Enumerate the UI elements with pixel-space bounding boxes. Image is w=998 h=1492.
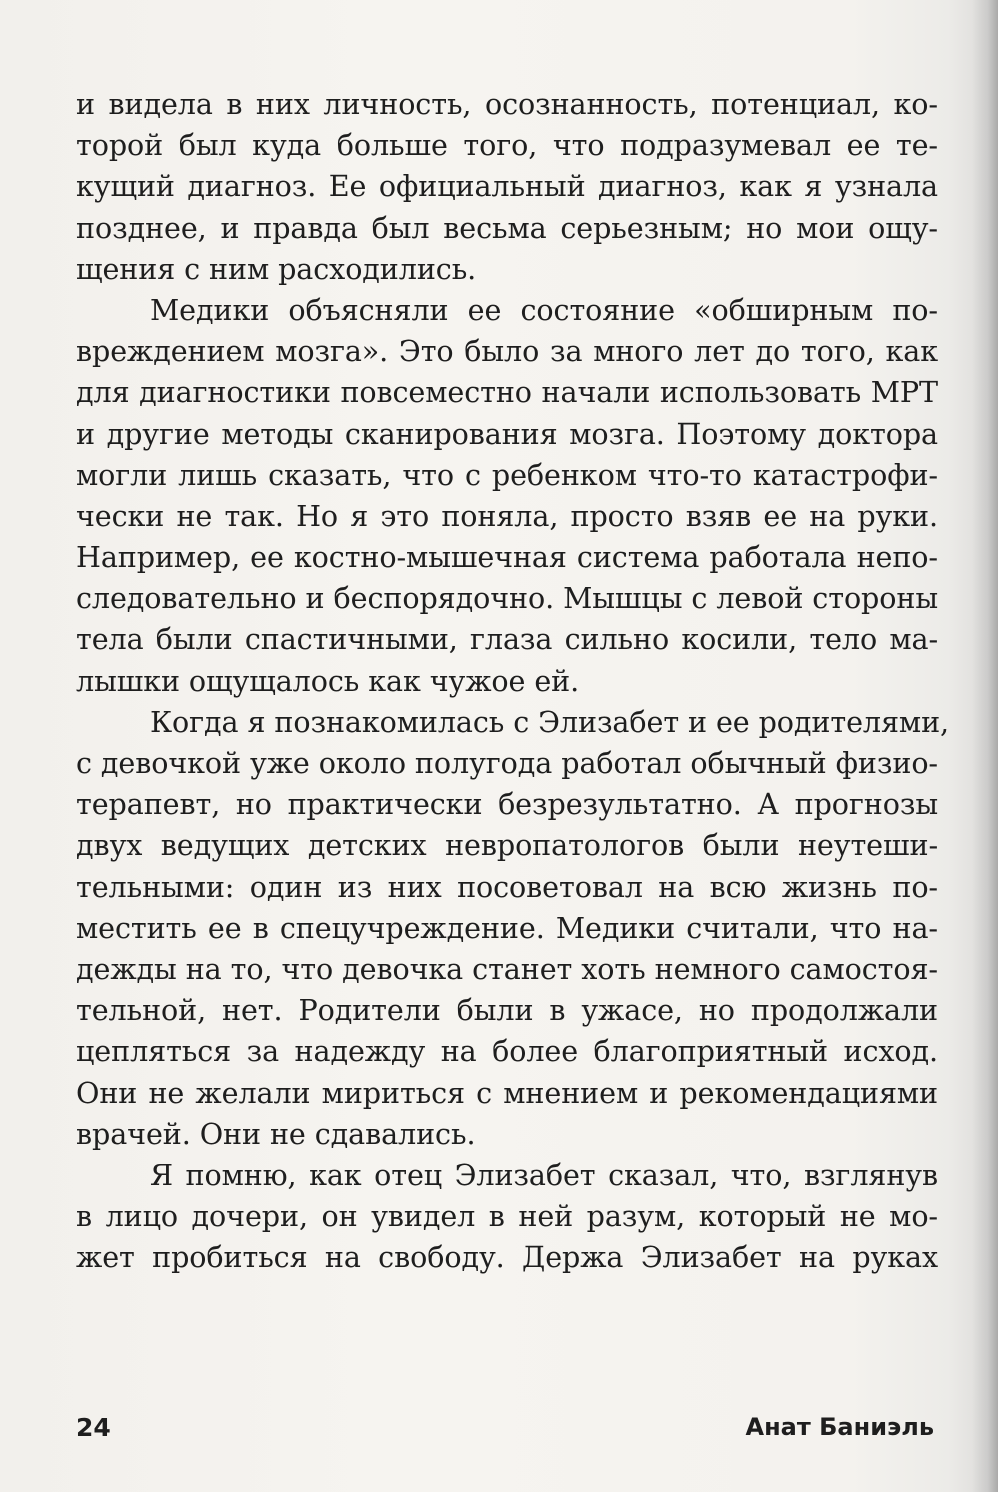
text-line: могли лишь сказать, что с ребенком что-то катастрофи- bbox=[76, 457, 938, 492]
text-line: с девочкой уже около полугода работал обычный физио- bbox=[76, 746, 938, 780]
text-line: вреждением мозга». Это было за много лет до того, как bbox=[76, 334, 938, 369]
page-edge-shadow bbox=[972, 0, 998, 1492]
text-line: лышки ощущалось как чужое ей. bbox=[76, 663, 580, 698]
text-line: щения с ним расходились. bbox=[76, 251, 477, 286]
text-line: в лицо дочери, он увидел в ней разум, который не мо- bbox=[76, 1199, 938, 1234]
text-line: Когда я познакомилась с Элизабет и ее родителями, bbox=[150, 704, 950, 739]
text-line: тельными: один из них посоветовал на всю жизнь по- bbox=[76, 869, 938, 904]
text-line: позднее, и правда был весьма серьезным; но мои ощу- bbox=[76, 210, 938, 245]
text-line: Я помню, как отец Элизабет сказал, что, взглянув bbox=[150, 1157, 938, 1192]
text-line: тельной, нет. Родители были в ужасе, но продолжали bbox=[76, 993, 938, 1028]
text-line: кущий диагноз. Ее официальный диагноз, как я узнала bbox=[76, 169, 938, 204]
text-line: двух ведущих детских невропатологов были неутеши- bbox=[76, 828, 938, 863]
text-line: и видела в них личность, осознанность, потенциал, ко- bbox=[76, 87, 938, 121]
text-line: следовательно и беспорядочно. Мышцы с левой стороны bbox=[76, 581, 938, 616]
text-line: Они не желали мириться с мнением и рекомендациями bbox=[76, 1075, 938, 1110]
text-line: и другие методы сканирования мозга. Поэтому доктора bbox=[76, 416, 938, 451]
text-line: местить ее в спецучреждение. Медики считали, что на- bbox=[76, 910, 938, 945]
text-line: тела были спастичными, глаза сильно косили, тело ма- bbox=[76, 622, 938, 657]
text-line: дежды на то, что девочка станет хоть немного самостоя- bbox=[76, 951, 938, 986]
text-line: цепляться за надежду на более благоприятный исход. bbox=[76, 1034, 938, 1069]
body-text bbox=[76, 84, 950, 1278]
running-author: Анат Баниэль bbox=[745, 1413, 934, 1441]
text-line: терапевт, но практически безрезультатно. А прогнозы bbox=[76, 787, 938, 822]
text-line: Медики объясняли ее состояние «обширным по- bbox=[150, 292, 938, 327]
text-line: чески не так. Но я это поняла, просто взяв ее на руки. bbox=[76, 498, 938, 533]
text-line: врачей. Они не сдавались. bbox=[76, 1116, 476, 1151]
text-line: торой был куда больше того, что подразумевал ее те- bbox=[76, 128, 938, 163]
page-footer bbox=[76, 1413, 934, 1447]
text-line: для диагностики повсеместно начали использовать МРТ bbox=[76, 375, 938, 410]
text-line: Например, ее костно-мышечная система работала непо- bbox=[76, 540, 938, 575]
text-line: жет пробиться на свободу. Держа Элизабет на руках bbox=[76, 1240, 938, 1275]
page-number: 24 bbox=[76, 1413, 111, 1442]
